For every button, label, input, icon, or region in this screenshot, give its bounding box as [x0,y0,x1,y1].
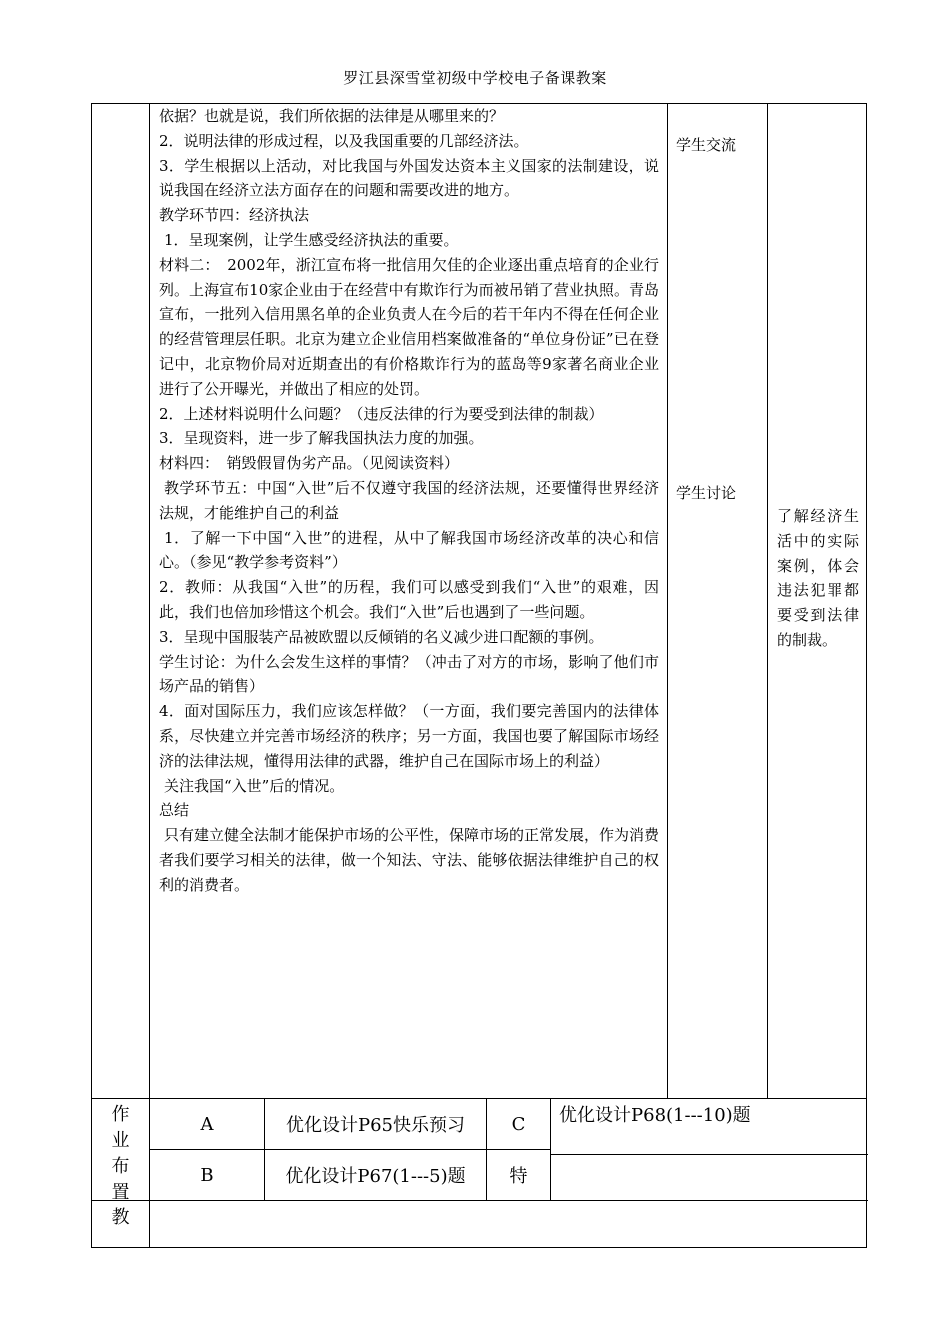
content-line: 总结 [159,801,190,820]
homework-label-a: A [200,1113,214,1135]
column-divider [767,104,768,1098]
homework-label-b: B [200,1164,214,1186]
homework-side-label: 作 业 布 置 [111,1104,130,1203]
content-line: 关注我国“入世”后的情况。 [163,776,345,795]
homework-table [91,1099,867,1248]
content-line: 依据？也就是说，我们所依据的法律是从哪里来的？ [159,107,505,125]
content-line: 教学环节五：中国“入世”后不仅遵守我国的经济法规，还要懂得世界经济法规，才能维护自己的利益 [159,478,659,522]
content-line: 2．说明法律的形成过程，以及我国重要的几部经济法。 [159,131,529,150]
homework-value-c: 优化设计P68(1---10)题 [559,1105,751,1126]
column-divider [667,104,668,1098]
homework-label-c: C [511,1113,526,1135]
student-activity: 学生讨论 [676,484,737,502]
teaching-goal: 了解经济生活中的实际案例，体会违法犯罪都要受到法律的制裁。 [777,507,859,649]
teaching-process [159,104,659,898]
homework-value-b: 优化设计P67(1---5)题 [285,1166,466,1187]
homework-value-special [551,1155,868,1200]
content-line: 教学环节四：经济执法 [159,206,310,225]
content-line: 1．呈现案例，让学生感受经济执法的重要。 [163,230,459,249]
content-line: 3．学生根据以上活动，对比我国与外国发达资本主义国家的法制建设，说说我国在经济立法方面存在的问题和需要改进的地方。 [159,156,659,200]
content-line: 材料二： 2002年，浙江宣布将一批信用欠佳的企业逐出重点培育的企业行列。上海宣布10家企业由于在经营中有欺诈行为而被吊销了营业执照。青岛宣布，一批列入信用黑名单的企业负责人在今后的若干年内不得在任何企业的经营管理层任职。北京为建立企业信用档案做准备的“单位身份证”已在登记中，北京物价局对近期查出的有价格欺诈行为的蓝岛等9家著名商业企业进行了公开曝光，并做出了相应的处罚。 [159,255,659,398]
content-line: 2．教师：从我国“入世”的历程，我们可以感受到我们“入世”的艰难，因此，我们也倍加珍惜这个机会。我们“入世”后也遇到了一些问题。 [159,578,659,621]
page-header: 罗江县深雪堂初级中学校电子备课教案 [343,69,607,87]
content-line: 1．了解一下中国“入世”的进程，从中了解我国市场经济改革的决心和信心。（参见“教学参考资料”） [159,528,659,572]
content-line: 4．面对国际压力，我们应该怎样做？（一方面，我们要完善国内的法律体系，尽快建立并完善市场经济的秩序；另一方面，我国也要了解国际市场经济的法律法规，懂得用法律的武器，维护自己在国际市场上的利益） [159,702,659,770]
column-divider [149,104,150,1098]
reflection-label: 教 [111,1207,130,1228]
content-line: 学生讨论：为什么会发生这样的事情？（冲击了对方的市场，影响了他们市场产品的销售） [159,652,659,696]
row-divider [92,1200,868,1201]
content-line: 3．呈现资料，进一步了解我国执法力度的加强。 [159,429,484,448]
homework-label-special: 特 [509,1166,528,1187]
lesson-table [91,103,867,1099]
content-line: 2．上述材料说明什么问题？（违反法律的行为要受到法律的制裁） [159,404,604,423]
content-line: 只有建立健全法制才能保护市场的公平性，保障市场的正常发展，作为消费者我们要学习相关的法律，做一个知法、守法、能够依据法律维护自己的权利的消费者。 [159,826,659,894]
student-activity: 学生交流 [676,136,737,154]
homework-value-a: 优化设计P65快乐预习 [285,1115,465,1136]
content-line: 材料四： 销毁假冒伪劣产品。（见阅读资料） [159,454,460,473]
content-line: 3．呈现中国服装产品被欧盟以反倾销的名义减少进口配额的事例。 [159,627,604,646]
